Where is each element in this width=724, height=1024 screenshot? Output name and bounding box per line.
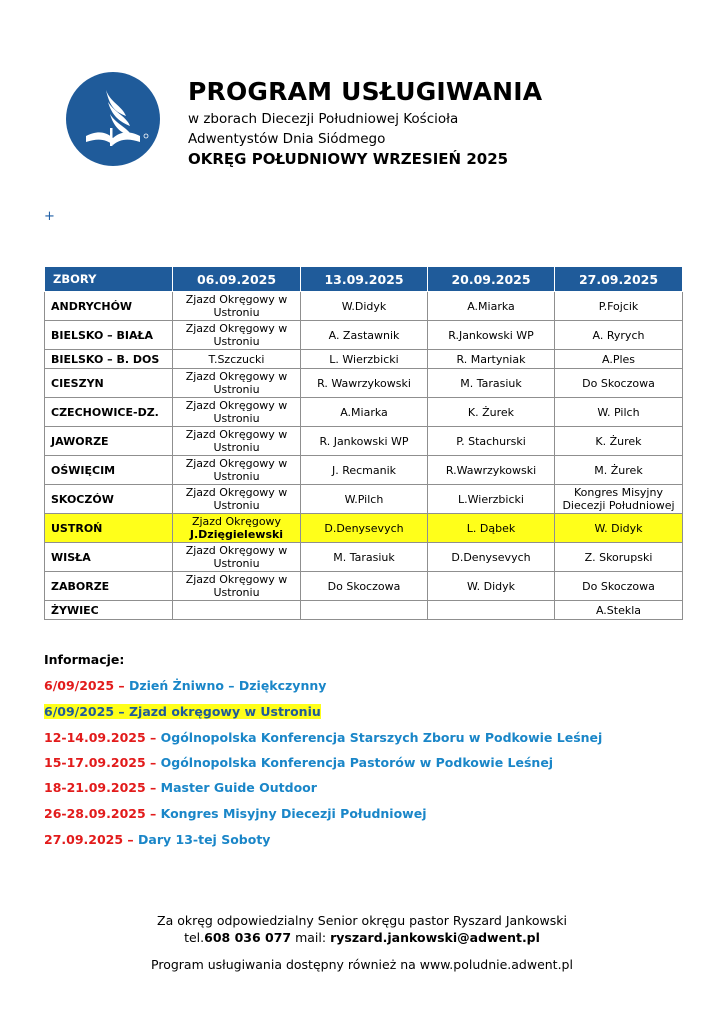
- table-cell: L. Dąbek: [428, 514, 555, 543]
- table-row: [45, 398, 683, 427]
- column-header: 13.09.2025: [301, 267, 428, 292]
- church-logo: [66, 72, 160, 166]
- tel-label: tel.: [184, 930, 205, 945]
- info-date: 6/09/2025 –: [44, 678, 125, 693]
- table-row-highlighted: [45, 514, 683, 543]
- cell-line: Zjazd Okręgowy w: [185, 399, 288, 412]
- info-text: Kongres Misyjny Diecezji Południowej: [160, 806, 427, 821]
- table-cell: R. Jankowski WP: [301, 427, 428, 456]
- column-header: 20.09.2025: [428, 267, 555, 292]
- info-text: Master Guide Outdoor: [160, 780, 317, 795]
- table-cell: [173, 292, 301, 321]
- table-cell: M. Żurek: [555, 456, 683, 485]
- info-text: Zjazd okręgowy w Ustroniu: [128, 704, 321, 719]
- cell-line: Ustroniu: [213, 586, 260, 599]
- cell-line: Ustroniu: [213, 306, 260, 319]
- table-cell: K. Żurek: [428, 398, 555, 427]
- mail-label: mail:: [291, 930, 331, 945]
- cell-line: Zjazd Okręgowy w: [185, 573, 288, 586]
- table-row: [45, 543, 683, 572]
- plus-marker: +: [44, 209, 55, 224]
- info-item: [44, 780, 317, 795]
- district-heading: OKRĘG POŁUDNIOWY WRZESIEŃ 2025: [188, 150, 509, 168]
- table-cell: [173, 514, 301, 543]
- cell-line: Zjazd Okręgowy w: [185, 457, 288, 470]
- table-cell: [173, 427, 301, 456]
- table-cell: T.Szczucki: [173, 350, 301, 369]
- table-cell: [173, 601, 301, 620]
- email-address: ryszard.jankowski@adwent.pl: [330, 930, 540, 945]
- cell-line: Zjazd Okręgowy w: [185, 322, 288, 335]
- table-cell: W.Pilch: [301, 485, 428, 514]
- table-row: [45, 485, 683, 514]
- table-row: [45, 427, 683, 456]
- table-cell: W. Didyk: [555, 514, 683, 543]
- table-cell: W. Didyk: [428, 572, 555, 601]
- info-item: [44, 755, 553, 770]
- cell-line: Zjazd Okręgowy: [191, 515, 282, 528]
- table-cell: A. Zastawnik: [301, 321, 428, 350]
- footer-contact: [0, 930, 724, 945]
- info-item: [44, 806, 427, 821]
- info-date: 12-14.09.2025 –: [44, 730, 157, 745]
- subtitle-line-1: w zborach Diecezji Południowej Kościoła: [188, 111, 459, 127]
- table-cell: W.Didyk: [301, 292, 428, 321]
- table-cell: A.Ples: [555, 350, 683, 369]
- cell-line: Ustroniu: [213, 441, 260, 454]
- table-cell: [173, 321, 301, 350]
- table-cell: R. Martyniak: [428, 350, 555, 369]
- table-cell: Do Skoczowa: [555, 369, 683, 398]
- table-cell: [555, 485, 683, 514]
- table-cell: P. Stachurski: [428, 427, 555, 456]
- table-cell: Do Skoczowa: [301, 572, 428, 601]
- table-row: [45, 321, 683, 350]
- church-name: CZECHOWICE-DZ.: [45, 398, 173, 427]
- table-row: [45, 572, 683, 601]
- table-cell: [173, 369, 301, 398]
- table-cell: Z. Skorupski: [555, 543, 683, 572]
- subtitle-line-2: Adwentystów Dnia Siódmego: [188, 131, 386, 147]
- cell-line: Kongres Misyjny: [574, 486, 663, 499]
- footer-website: Program usługiwania dostępny również na www.poludnie.adwent.pl: [151, 957, 573, 972]
- table-cell: K. Żurek: [555, 427, 683, 456]
- table-cell: P.Fojcik: [555, 292, 683, 321]
- info-date: 18-21.09.2025 –: [44, 780, 157, 795]
- church-name: OŚWIĘCIM: [45, 456, 173, 485]
- church-name: BIELSKO – BIAŁA: [45, 321, 173, 350]
- table-row: [45, 292, 683, 321]
- column-header: 06.09.2025: [173, 267, 301, 292]
- cell-line: Ustroniu: [213, 470, 260, 483]
- church-name: JAWORZE: [45, 427, 173, 456]
- cell-line: Ustroniu: [213, 499, 260, 512]
- church-name: ŻYWIEC: [45, 601, 173, 620]
- cell-line: Ustroniu: [213, 412, 260, 425]
- church-name: CIESZYN: [45, 369, 173, 398]
- table-cell: [173, 398, 301, 427]
- cell-line: Zjazd Okręgowy w: [185, 370, 288, 383]
- table-cell: [173, 572, 301, 601]
- phone-number: 608 036 077: [204, 930, 292, 945]
- table-cell: Do Skoczowa: [555, 572, 683, 601]
- footer-responsible: Za okręg odpowiedzialny Senior okręgu pastor Ryszard Jankowski: [157, 913, 567, 928]
- cell-line: Zjazd Okręgowy w: [185, 486, 288, 499]
- cell-line: J.Dzięgielewski: [189, 528, 284, 541]
- table-cell: [428, 601, 555, 620]
- table-cell: R. Wawrzykowski: [301, 369, 428, 398]
- table-cell: A. Ryrych: [555, 321, 683, 350]
- table-cell: R.Wawrzykowski: [428, 456, 555, 485]
- cell-line: Zjazd Okręgowy w: [185, 293, 288, 306]
- info-item: [44, 678, 326, 693]
- info-item: [44, 832, 270, 847]
- table-cell: [301, 601, 428, 620]
- church-name: ZABORZE: [45, 572, 173, 601]
- column-header: ZBORY: [45, 267, 173, 292]
- church-name: USTROŃ: [45, 514, 173, 543]
- table-row: [45, 369, 683, 398]
- table-cell: [173, 543, 301, 572]
- table-cell: A.Miarka: [428, 292, 555, 321]
- info-item-highlighted: [44, 704, 321, 719]
- table-cell: M. Tarasiuk: [428, 369, 555, 398]
- table-cell: D.Denysevych: [301, 514, 428, 543]
- table-cell: J. Recmanik: [301, 456, 428, 485]
- cell-line: Ustroniu: [213, 335, 260, 348]
- cell-line: Zjazd Okręgowy w: [185, 428, 288, 441]
- info-text: Dzień Żniwno – Dziękczynny: [128, 678, 327, 693]
- info-heading: Informacje:: [44, 652, 125, 667]
- info-item: [44, 730, 602, 745]
- info-text: Ogólnopolska Konferencja Pastorów w Podkowie Leśnej: [160, 755, 554, 770]
- table-cell: L. Wierzbicki: [301, 350, 428, 369]
- cell-line: Zjazd Okręgowy w: [185, 544, 288, 557]
- cell-line: Ustroniu: [213, 383, 260, 396]
- table-cell: M. Tarasiuk: [301, 543, 428, 572]
- cell-line: Ustroniu: [213, 557, 260, 570]
- church-name: BIELSKO – B. DOS: [45, 350, 173, 369]
- table-row: [45, 350, 683, 369]
- church-name: SKOCZÓW: [45, 485, 173, 514]
- info-text: Dary 13-tej Soboty: [138, 832, 271, 847]
- info-date: 26-28.09.2025 –: [44, 806, 157, 821]
- table-row: [45, 601, 683, 620]
- table-cell: D.Denysevych: [428, 543, 555, 572]
- table-row: [45, 456, 683, 485]
- table-cell: A.Stekla: [555, 601, 683, 620]
- table-cell: A.Miarka: [301, 398, 428, 427]
- info-text: Ogólnopolska Konferencja Starszych Zboru w Podkowie Leśnej: [160, 730, 603, 745]
- table-header-row: [45, 267, 683, 292]
- cell-line: Diecezji Południowej: [562, 499, 675, 512]
- info-date: 15-17.09.2025 –: [44, 755, 157, 770]
- table-cell: W. Pilch: [555, 398, 683, 427]
- page-title: PROGRAM USŁUGIWANIA: [188, 77, 543, 106]
- table-cell: R.Jankowski WP: [428, 321, 555, 350]
- table-cell: [173, 485, 301, 514]
- table-cell: L.Wierzbicki: [428, 485, 555, 514]
- schedule-table: [44, 266, 683, 620]
- church-name: WISŁA: [45, 543, 173, 572]
- info-date: 6/09/2025 –: [44, 704, 125, 719]
- table-cell: [173, 456, 301, 485]
- info-date: 27.09.2025 –: [44, 832, 134, 847]
- column-header: 27.09.2025: [555, 267, 683, 292]
- church-name: ANDRYCHÓW: [45, 292, 173, 321]
